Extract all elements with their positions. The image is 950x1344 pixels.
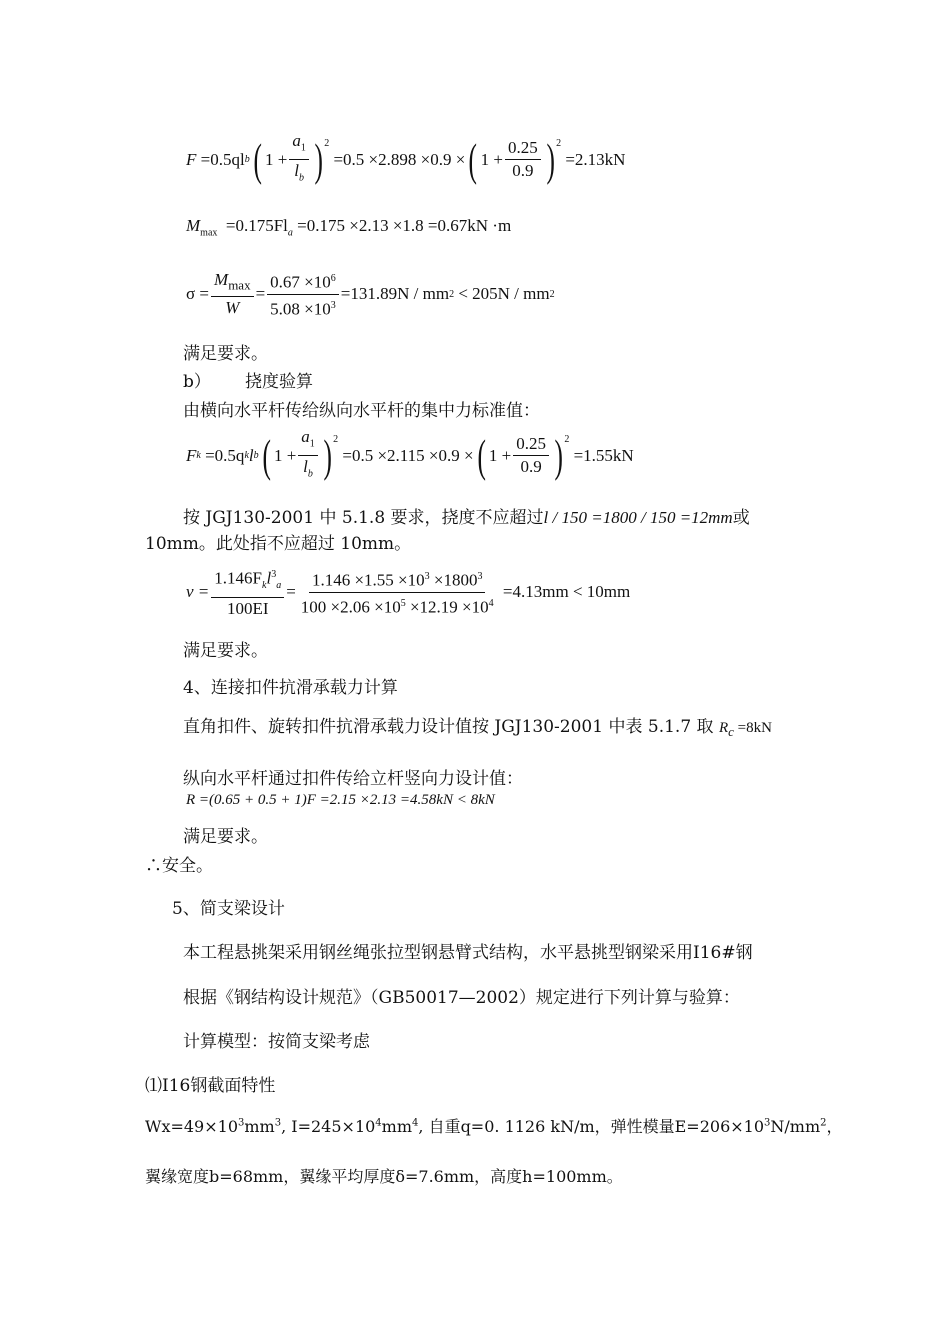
section-4-line-2: 纵向水平杆通过扣件传给立杆竖向力设计值： — [183, 769, 523, 789]
formula-sigma: σ = $\frac{M_{max}}{W}$ = $\frac{0.67 \times 10^6}{5.08 \times 10^3}$ =131.89N / mm 2 < 205N / mm 2 — [186, 269, 555, 319]
paragraph-2: 根据《钢结构设计规范》（GB50017—2002）规定进行下列计算与验算： — [183, 988, 740, 1008]
flange-properties-line: 翼缘宽度b=68mm，翼缘平均厚度δ=7.6mm，高度h=100mm。 — [145, 1167, 623, 1186]
satisfied-text-1: 满足要求。 — [183, 344, 268, 364]
section-b-label: b） — [183, 372, 211, 392]
formula-deflection: v = $\frac{1.146F_kl^3_a}{100EI}$ = $\frac{1.146 \times 1.55 \times 10^3 \times 1800^3}{100 \times 2.06 \times 10^5 \times 12.19 \times 10^4}$ =4.13mm < 10mm — [186, 566, 630, 618]
satisfied-text-3: 满足要求。 — [183, 827, 268, 847]
section-properties-line: $Wx=49\times 10^3mm^3$, $I=245\times 10^4mm^4$, 自重q=0. 1126 kN/m，弹性模量$E=206\times 10^3N/mm^2$， — [145, 1117, 843, 1136]
satisfied-text-2: 满足要求。 — [183, 641, 268, 661]
formula-fk: F k =0.5q k l b ( 1 + $\frac{a_1}{l_b}$ ) 2 =0.5 ×2.115 ×0.9 × ( 1 + $\frac{0.25}{0.9}$ ) 2 =1.55kN — [186, 427, 634, 481]
formula-m-max: $M_{max} =0.175Fl_a =0.175 \times 2.13 \times 1.8 =0.67kN \cdot m$ — [186, 216, 512, 239]
paragraph-1: 本工程悬挑架采用钢丝绳张拉型钢悬臂式结构，水平悬挑型钢梁采用I16#钢 — [183, 943, 753, 963]
section-4-line: 直角扣件、旋转扣件抗滑承载力设计值按 JGJ130-2001 中表 5.1.7 取 $R_c =8kN$ — [183, 717, 772, 739]
safe-conclusion: ∴安全。 — [145, 856, 213, 876]
section-5-heading: 5、简支梁设计 — [172, 899, 285, 919]
section-4-heading: 4、连接扣件抗滑承载力计算 — [183, 678, 398, 698]
paragraph-3: 计算模型：按简支梁考虑 — [183, 1032, 370, 1052]
paragraph-4: ⑴I16钢截面特性 — [145, 1076, 276, 1096]
fk-intro-text: 由横向水平杆传给纵向水平杆的集中力标准值： — [183, 401, 540, 421]
section-b-title: 挠度验算 — [245, 372, 313, 392]
formula-r: R =(0.65 + 0.5 + 1)F =2.15 ×2.13 =4.58kN < 8kN — [186, 792, 495, 808]
formula-f-force: F =0.5ql b ( 1 + $\frac{a_1}{l_b}$ ) 2 =0.5 ×2.898 ×0.9 × ( 1 + $\frac{0.25}{0.9}$ ) 2 =2.13kN — [186, 131, 626, 185]
deflection-limit-line-1: 按 JGJ130-2001 中 5.1.8 要求，挠度不应超过l / 150 =1800 / 150 =12mm或 — [183, 508, 750, 528]
deflection-limit-line-2: 10mm。此处指不应超过 10mm。 — [145, 534, 412, 554]
